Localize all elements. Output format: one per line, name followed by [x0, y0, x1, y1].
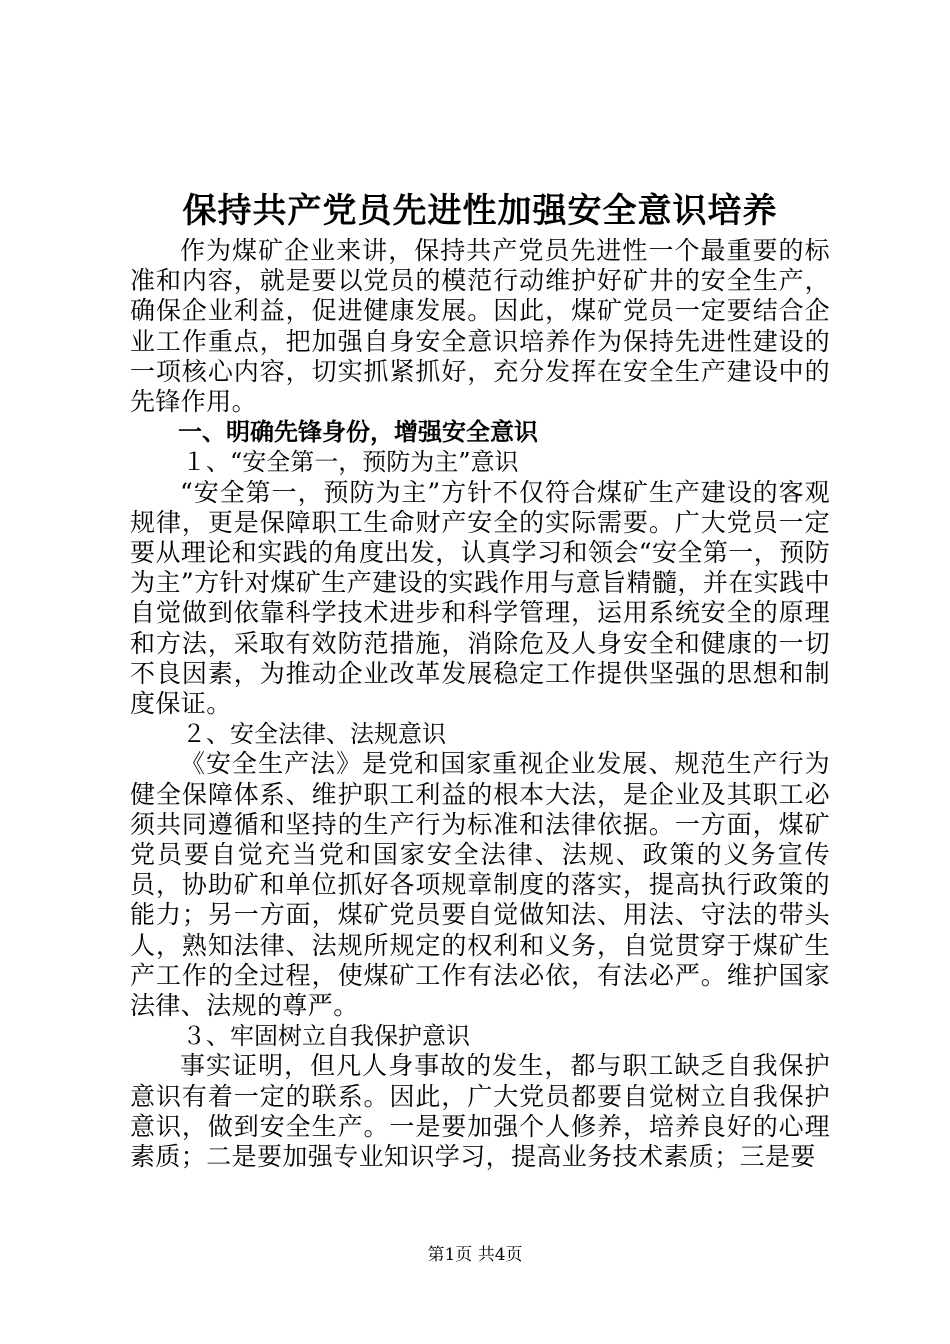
subsection-heading-1: １、“安全第一，预防为主”意识 — [182, 448, 519, 477]
intro-paragraph: 作为煤矿企业来讲，保持共产党员先进性一个最重要的标准和内容，就是要以党员的模范行动维护好矿井的安全生产，确保企业利益，促进健康发展。因此，煤矿党员一定要结合企业工作重点，把加强自身安全意识培养作为保持先进性建设的一项核心内容，切实抓紧抓好，充分发挥在安全生产建设中的先锋作用。 — [130, 236, 830, 417]
subsection-body-3: 事实证明，但凡人身事故的发生，都与职工缺乏自我保护意识有着一定的联系。因此，广大党员都要自觉树立自我保护意识，做到安全生产。一是要加强个人修养，培养良好的心理素质；二是要加强专业知识学习，提高业务技术素质；三是要 — [130, 1051, 830, 1172]
subsection-heading-2: ２、安全法律、法规意识 — [182, 720, 446, 749]
subsection-body-1: “安全第一，预防为主”方针不仅符合煤矿生产建设的客观规律，更是保障职工生命财产安全的实际需要。广大党员一定要从理论和实践的角度出发，认真学习和领会“安全第一，预防为主”方针对煤矿生产建设的实践作用与意旨精髓，并在实践中自觉做到依靠科学技术进步和科学管理，运用系统安全的原理和方法，采取有效防范措施，消除危及人身安全和健康的一切不良因素，为推动企业改革发展稳定工作提供坚强的思想和制度保证。 — [130, 477, 830, 719]
document-title: 保持共产党员先进性加强安全意识培养 — [182, 191, 778, 231]
page-footer: 第1页 共4页 — [427, 1245, 523, 1265]
document-page — [130, 186, 830, 1172]
section-heading-1: 一、明确先锋身份，增强安全意识 — [178, 418, 538, 447]
subsection-heading-3: ３、牢固树立自我保护意识 — [182, 1022, 470, 1051]
subsection-body-2: 《安全生产法》是党和国家重视企业发展、规范生产行为健全保障体系、维护职工利益的根本大法，是企业及其职工必须共同遵循和坚持的生产行为标准和法律依据。一方面，煤矿党员要自觉充当党和国家安全法律、法规、政策的义务宣传员，协助矿和单位抓好各项规章制度的落实，提高执行政策的能力；另一方面，煤矿党员要自觉做知法、用法、守法的带头人，熟知法律、法规所规定的权利和义务，自觉贯穿于煤矿生产工作的全过程，使煤矿工作有法必依，有法必严。维护国家法律、法规的尊严。 — [130, 749, 830, 1021]
